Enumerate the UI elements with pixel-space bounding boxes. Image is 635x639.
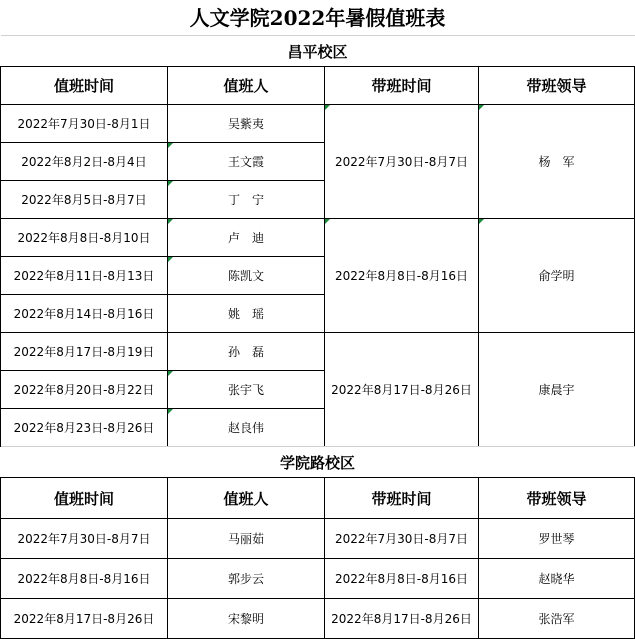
- duty-time-cell: 2022年8月8日-8月10日: [1, 219, 168, 257]
- duty-time-cell: 2022年8月23日-8月26日: [1, 409, 168, 447]
- duty-time-cell: 2022年8月17日-8月19日: [1, 333, 168, 371]
- header-lead-time: 带班时间: [325, 67, 479, 105]
- header-lead-time: 带班时间: [325, 478, 479, 519]
- duty-person-cell: 张宇飞: [168, 371, 325, 409]
- page-title: 人文学院2022年暑假值班表: [189, 6, 446, 30]
- lead-time-cell: 2022年8月17日-8月26日: [325, 599, 479, 639]
- header-lead-leader: 带班领导: [479, 67, 635, 105]
- duty-person-cell: 赵良伟: [168, 409, 325, 447]
- duty-person-cell: 孙 磊: [168, 333, 325, 371]
- header-duty-time: 值班时间: [1, 67, 168, 105]
- duty-time-cell: 2022年7月30日-8月7日: [1, 519, 168, 559]
- duty-time-cell: 2022年7月30日-8月1日: [1, 105, 168, 143]
- lead-leader-cell: 杨 军: [479, 105, 635, 219]
- table-row: [1, 519, 635, 559]
- lead-time-cell: 2022年8月8日-8月16日: [325, 559, 479, 599]
- changping-schedule-table: [0, 35, 635, 447]
- duty-time-cell: 2022年8月2日-8月4日: [1, 143, 168, 181]
- duty-person-cell: 姚 瑶: [168, 295, 325, 333]
- campus-title-row: [1, 36, 635, 67]
- header-row: [1, 478, 635, 519]
- duty-time-cell: 2022年8月20日-8月22日: [1, 371, 168, 409]
- header-row: [1, 67, 635, 105]
- lead-time-cell: 2022年8月8日-8月16日: [325, 219, 479, 333]
- duty-time-cell: 2022年8月17日-8月26日: [1, 599, 168, 639]
- xueyuanlu-schedule-table: [0, 446, 635, 639]
- duty-person-cell: 陈凯文: [168, 257, 325, 295]
- header-duty-person: 值班人: [168, 67, 325, 105]
- lead-leader-cell: 俞学明: [479, 219, 635, 333]
- lead-leader-cell: 赵晓华: [479, 559, 635, 599]
- header-lead-leader: 带班领导: [479, 478, 635, 519]
- duty-person-cell: 马丽茹: [168, 519, 325, 559]
- duty-person-cell: 卢 迪: [168, 219, 325, 257]
- header-duty-time: 值班时间: [1, 478, 168, 519]
- header-duty-person: 值班人: [168, 478, 325, 519]
- duty-person-cell: 吴紫夷: [168, 105, 325, 143]
- lead-leader-cell: 张浩军: [479, 599, 635, 639]
- table-row: [1, 333, 635, 371]
- table-row: [1, 219, 635, 257]
- duty-time-cell: 2022年8月8日-8月16日: [1, 559, 168, 599]
- lead-time-cell: 2022年7月30日-8月7日: [325, 519, 479, 559]
- duty-person-cell: 王文霞: [168, 143, 325, 181]
- duty-person-cell: 郭步云: [168, 559, 325, 599]
- duty-time-cell: 2022年8月14日-8月16日: [1, 295, 168, 333]
- lead-leader-cell: 罗世琴: [479, 519, 635, 559]
- lead-leader-cell: 康晨宇: [479, 333, 635, 447]
- duty-time-cell: 2022年8月5日-8月7日: [1, 181, 168, 219]
- lead-time-cell: 2022年7月30日-8月7日: [325, 105, 479, 219]
- table-row: [1, 105, 635, 143]
- duty-person-cell: 宋黎明: [168, 599, 325, 639]
- table-row: [1, 599, 635, 639]
- duty-person-cell: 丁 宁: [168, 181, 325, 219]
- campus-title-row: [1, 447, 635, 478]
- campus-name: 学院路校区: [1, 447, 635, 478]
- table-row: [1, 559, 635, 599]
- duty-time-cell: 2022年8月11日-8月13日: [1, 257, 168, 295]
- lead-time-cell: 2022年8月17日-8月26日: [325, 333, 479, 447]
- campus-name: 昌平校区: [1, 36, 635, 67]
